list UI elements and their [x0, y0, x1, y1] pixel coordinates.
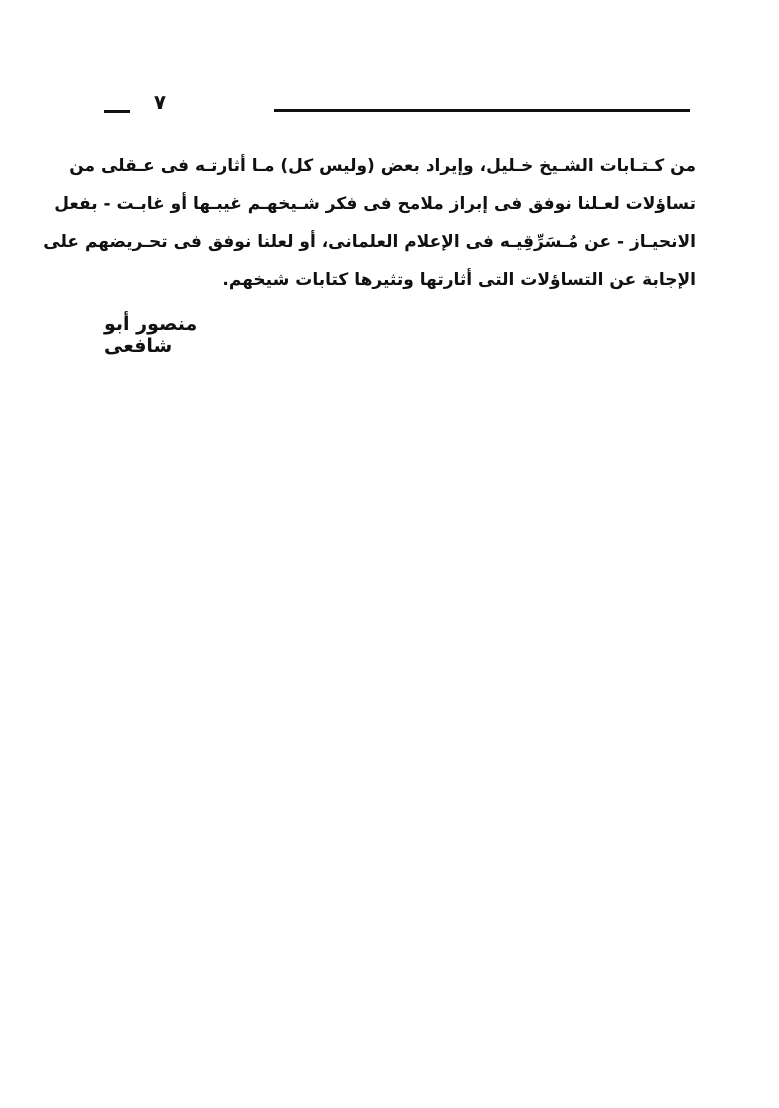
- paragraph-line-4: الإجابة عن التساؤلات التى أثارتها وتثيرها كتابات شيخهم.: [222, 270, 696, 290]
- header-rule-short: [104, 110, 130, 113]
- paragraph-line-3: الانحيـاز - عن مُـسَرِّقِيـه فى الإعلام العلمانى، أو لعلنا نوفق فى تحـريضهم على: [43, 232, 696, 252]
- paragraph-line-1: من كـتـابات الشـيخ خـليل، وإيراد بعض (وليس كل) مـا أثارتـه فى عـقلى من: [69, 156, 696, 176]
- author-signature: منصور أبو شافعى: [104, 313, 198, 357]
- page-header: [104, 92, 696, 118]
- page-number: ٧: [153, 90, 167, 114]
- paragraph-line-2: تساؤلات لعـلنا نوفق فى إبراز ملامح فى فكر شـيخهـم غيبـها أو غابـت - بفعل: [54, 194, 696, 214]
- body-paragraph: [43, 147, 696, 299]
- header-rule-long: [274, 109, 690, 112]
